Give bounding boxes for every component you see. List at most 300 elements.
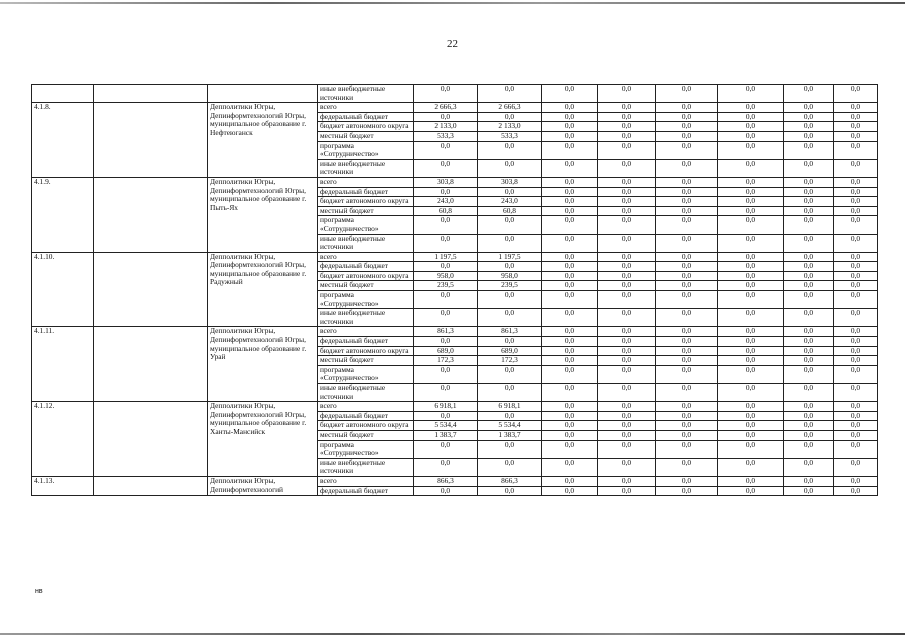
funding-row-value: 0,0	[598, 309, 656, 327]
funding-row-source: федеральный бюджет	[318, 337, 414, 347]
item-name-cell	[94, 476, 208, 495]
funding-row-value: 0,0	[718, 281, 784, 291]
funding-row-source: бюджет автономного округа	[318, 271, 414, 281]
funding-row-value: 1 383,7	[478, 430, 542, 440]
continuation-row-value: 0,0	[718, 85, 784, 103]
funding-row-value: 0,0	[784, 103, 834, 113]
funding-row-source: бюджет автономного округа	[318, 421, 414, 431]
funding-row-source: местный бюджет	[318, 430, 414, 440]
funding-row-value: 0,0	[656, 216, 718, 234]
item-executor: Депполитики Югры, Депинформтехнологий Югры, муниципальное образование г. Радужный	[208, 252, 318, 327]
funding-row-value: 0,0	[414, 234, 478, 252]
funding-row-source: всего	[318, 252, 414, 262]
page-number: 22	[447, 38, 458, 50]
funding-row-value: 0,0	[834, 159, 878, 177]
funding-row-value: 0,0	[784, 411, 834, 421]
funding-row-value: 0,0	[542, 430, 598, 440]
funding-row-value: 0,0	[718, 327, 784, 337]
funding-row-value: 0,0	[656, 384, 718, 402]
funding-row-value: 0,0	[784, 356, 834, 366]
funding-row-value: 0,0	[414, 440, 478, 458]
funding-row-value: 0,0	[414, 159, 478, 177]
funding-row-source: бюджет автономного округа	[318, 346, 414, 356]
funding-row-source: местный бюджет	[318, 356, 414, 366]
funding-row-value: 0,0	[656, 122, 718, 132]
funding-row-value: 0,0	[598, 402, 656, 412]
funding-row-value: 0,0	[834, 271, 878, 281]
funding-row-value: 1 383,7	[414, 430, 478, 440]
funding-row-value: 0,0	[718, 103, 784, 113]
funding-row-value: 0,0	[784, 309, 834, 327]
funding-row-value: 0,0	[478, 291, 542, 309]
funding-row-value: 0,0	[542, 384, 598, 402]
funding-row-value: 958,0	[414, 271, 478, 281]
funding-row-value: 0,0	[598, 365, 656, 383]
funding-row-value: 0,0	[784, 281, 834, 291]
funding-row-source: иные внебюджетные источники	[318, 458, 414, 476]
funding-row-value: 0,0	[718, 234, 784, 252]
funding-row-value: 239,5	[414, 281, 478, 291]
continuation-row-value: 0,0	[414, 85, 478, 103]
funding-row-value: 0,0	[784, 216, 834, 234]
funding-row-value: 0,0	[656, 356, 718, 366]
funding-row-value: 0,0	[718, 309, 784, 327]
funding-row-value: 0,0	[784, 291, 834, 309]
funding-row-value: 0,0	[718, 216, 784, 234]
funding-row-value: 0,0	[784, 141, 834, 159]
funding-row-value: 0,0	[718, 411, 784, 421]
funding-row-value: 243,0	[478, 197, 542, 207]
funding-row-value: 0,0	[598, 421, 656, 431]
funding-row-value: 0,0	[718, 458, 784, 476]
funding-row-source: бюджет автономного округа	[318, 197, 414, 207]
funding-row-value: 0,0	[834, 252, 878, 262]
funding-row-value: 0,0	[598, 159, 656, 177]
continuation-row-value: 0,0	[656, 85, 718, 103]
funding-row-value: 0,0	[784, 421, 834, 431]
funding-row-source: программа «Сотрудничество»	[318, 291, 414, 309]
item-name-cell	[94, 327, 208, 402]
funding-row-value: 0,0	[598, 337, 656, 347]
funding-row-source: местный бюджет	[318, 281, 414, 291]
continuation-row-value: 0,0	[598, 85, 656, 103]
funding-row-value: 2 133,0	[478, 122, 542, 132]
funding-row-value: 0,0	[834, 440, 878, 458]
continuation-row-value: 0,0	[784, 85, 834, 103]
funding-row-value: 0,0	[478, 216, 542, 234]
funding-row-value: 0,0	[656, 206, 718, 216]
funding-row-value: 861,3	[414, 327, 478, 337]
funding-row-value: 0,0	[598, 103, 656, 113]
funding-row-source: всего	[318, 177, 414, 187]
funding-row-value: 0,0	[656, 262, 718, 272]
funding-row-value: 0,0	[834, 476, 878, 486]
funding-row-source: всего	[318, 402, 414, 412]
funding-row-value: 0,0	[656, 281, 718, 291]
continuation-row-value: 0,0	[834, 85, 878, 103]
funding-row-value: 0,0	[542, 159, 598, 177]
funding-row-value: 0,0	[718, 177, 784, 187]
funding-row-value: 689,0	[478, 346, 542, 356]
funding-row-value: 0,0	[784, 131, 834, 141]
funding-row-value: 0,0	[718, 262, 784, 272]
funding-row-source: федеральный бюджет	[318, 262, 414, 272]
continuation-row-source: иные внебюджетные источники	[318, 85, 414, 103]
funding-row-value: 0,0	[718, 197, 784, 207]
funding-row-source: программа «Сотрудничество»	[318, 365, 414, 383]
funding-row-value: 0,0	[834, 327, 878, 337]
funding-row-value: 0,0	[542, 177, 598, 187]
funding-row-source: местный бюджет	[318, 131, 414, 141]
funding-row-value: 0,0	[718, 365, 784, 383]
item-name-cell	[94, 103, 208, 178]
funding-row-value: 0,0	[784, 337, 834, 347]
item-code: 4.1.12.	[32, 402, 94, 477]
funding-row-source: федеральный бюджет	[318, 486, 414, 496]
funding-row-value: 0,0	[834, 458, 878, 476]
funding-row-value: 0,0	[478, 384, 542, 402]
funding-row-value: 172,3	[478, 356, 542, 366]
funding-row-value: 0,0	[542, 421, 598, 431]
item-name-cell	[94, 402, 208, 477]
funding-row-value: 303,8	[414, 177, 478, 187]
funding-row-value: 0,0	[542, 281, 598, 291]
funding-row-value: 0,0	[784, 402, 834, 412]
funding-row-value: 0,0	[656, 402, 718, 412]
funding-row-value: 0,0	[834, 131, 878, 141]
item-executor: Депполитики Югры, Депинформтехнологий	[208, 476, 318, 495]
funding-row-value: 0,0	[414, 411, 478, 421]
item-code: 4.1.13.	[32, 476, 94, 495]
funding-row-value: 0,0	[598, 327, 656, 337]
funding-row-value: 0,0	[656, 252, 718, 262]
scan-edge-bottom	[0, 633, 905, 635]
funding-row-value: 0,0	[598, 430, 656, 440]
funding-row-value: 0,0	[656, 159, 718, 177]
funding-row-value: 0,0	[834, 356, 878, 366]
funding-row-value: 0,0	[656, 365, 718, 383]
funding-row-value: 0,0	[598, 291, 656, 309]
empty-executor-cell	[208, 85, 318, 103]
funding-row-value: 0,0	[478, 486, 542, 496]
funding-row-value: 0,0	[834, 197, 878, 207]
funding-row-value: 0,0	[784, 234, 834, 252]
funding-row-value: 1 197,5	[478, 252, 542, 262]
funding-row-value: 0,0	[834, 262, 878, 272]
funding-row-value: 0,0	[598, 187, 656, 197]
funding-row-value: 0,0	[414, 458, 478, 476]
funding-row-value: 172,3	[414, 356, 478, 366]
funding-row-value: 0,0	[414, 309, 478, 327]
funding-row-value: 0,0	[542, 262, 598, 272]
funding-row-value: 0,0	[834, 384, 878, 402]
funding-row-value: 0,0	[834, 486, 878, 496]
footer-code: нв	[35, 588, 43, 595]
table-row	[32, 327, 878, 337]
funding-row-value: 0,0	[784, 271, 834, 281]
funding-row-value: 0,0	[834, 421, 878, 431]
funding-row-value: 0,0	[542, 271, 598, 281]
funding-row-value: 60,8	[478, 206, 542, 216]
funding-row-value: 0,0	[656, 458, 718, 476]
funding-row-value: 0,0	[784, 458, 834, 476]
funding-row-value: 0,0	[542, 252, 598, 262]
table-row	[32, 85, 878, 103]
funding-row-value: 0,0	[784, 365, 834, 383]
funding-row-value: 2 666,3	[414, 103, 478, 113]
funding-row-value: 0,0	[834, 177, 878, 187]
funding-row-value: 0,0	[598, 177, 656, 187]
funding-row-value: 0,0	[718, 206, 784, 216]
table-row	[32, 476, 878, 486]
funding-row-value: 0,0	[656, 327, 718, 337]
funding-row-value: 0,0	[598, 281, 656, 291]
funding-row-value: 0,0	[414, 384, 478, 402]
funding-row-value: 0,0	[656, 234, 718, 252]
funding-row-value: 5 534,4	[414, 421, 478, 431]
funding-row-value: 0,0	[542, 291, 598, 309]
funding-row-value: 0,0	[718, 476, 784, 486]
funding-row-source: федеральный бюджет	[318, 411, 414, 421]
item-code: 4.1.9.	[32, 177, 94, 252]
funding-row-value: 0,0	[542, 458, 598, 476]
funding-row-value: 0,0	[598, 476, 656, 486]
funding-row-value: 0,0	[414, 486, 478, 496]
funding-row-value: 0,0	[718, 112, 784, 122]
funding-row-value: 0,0	[598, 486, 656, 496]
funding-row-value: 0,0	[784, 262, 834, 272]
funding-row-value: 0,0	[718, 291, 784, 309]
funding-row-value: 0,0	[718, 159, 784, 177]
funding-row-value: 0,0	[784, 440, 834, 458]
funding-row-value: 0,0	[784, 476, 834, 486]
funding-row-value: 958,0	[478, 271, 542, 281]
funding-row-value: 0,0	[598, 197, 656, 207]
funding-row-value: 0,0	[784, 430, 834, 440]
funding-row-source: программа «Сотрудничество»	[318, 216, 414, 234]
funding-row-value: 0,0	[542, 197, 598, 207]
funding-row-value: 0,0	[598, 206, 656, 216]
funding-row-value: 0,0	[414, 141, 478, 159]
funding-row-value: 0,0	[834, 122, 878, 132]
funding-row-value: 2 666,3	[478, 103, 542, 113]
funding-row-value: 0,0	[478, 309, 542, 327]
funding-row-value: 0,0	[542, 476, 598, 486]
funding-row-value: 0,0	[784, 112, 834, 122]
funding-row-source: бюджет автономного округа	[318, 122, 414, 132]
funding-row-value: 0,0	[542, 206, 598, 216]
item-name-cell	[94, 177, 208, 252]
funding-row-source: иные внебюджетные источники	[318, 234, 414, 252]
funding-row-value: 0,0	[834, 402, 878, 412]
funding-row-value: 0,0	[656, 476, 718, 486]
table-row	[32, 252, 878, 262]
funding-row-value: 0,0	[834, 112, 878, 122]
budget-table-body	[32, 85, 878, 496]
funding-row-value: 0,0	[478, 159, 542, 177]
funding-row-value: 0,0	[478, 411, 542, 421]
funding-row-value: 0,0	[414, 337, 478, 347]
funding-row-value: 0,0	[542, 486, 598, 496]
funding-row-value: 533,3	[414, 131, 478, 141]
funding-row-source: всего	[318, 103, 414, 113]
funding-row-value: 0,0	[542, 346, 598, 356]
funding-row-value: 0,0	[784, 252, 834, 262]
item-executor: Депполитики Югры, Депинформтехнологий Югры, муниципальное образование г. Пыть-Ях	[208, 177, 318, 252]
funding-row-value: 0,0	[784, 206, 834, 216]
funding-row-value: 0,0	[834, 309, 878, 327]
funding-row-value: 0,0	[598, 411, 656, 421]
funding-row-value: 1 197,5	[414, 252, 478, 262]
item-executor: Депполитики Югры, Депинформтехнологий Югры, муниципальное образование г. Ханты-Мансийск	[208, 402, 318, 477]
funding-row-value: 0,0	[784, 159, 834, 177]
empty-code-cell	[32, 85, 94, 103]
funding-row-value: 0,0	[718, 141, 784, 159]
funding-row-value: 0,0	[656, 112, 718, 122]
funding-row-value: 0,0	[542, 187, 598, 197]
funding-row-value: 0,0	[834, 337, 878, 347]
funding-row-value: 0,0	[542, 234, 598, 252]
funding-row-value: 0,0	[834, 291, 878, 309]
funding-row-value: 0,0	[542, 411, 598, 421]
funding-row-value: 0,0	[542, 365, 598, 383]
funding-row-value: 0,0	[784, 187, 834, 197]
funding-row-value: 0,0	[542, 327, 598, 337]
funding-row-value: 0,0	[542, 356, 598, 366]
funding-row-value: 0,0	[834, 216, 878, 234]
funding-row-value: 0,0	[542, 131, 598, 141]
funding-row-value: 0,0	[414, 262, 478, 272]
funding-row-value: 0,0	[478, 365, 542, 383]
funding-row-value: 0,0	[656, 103, 718, 113]
funding-row-source: всего	[318, 327, 414, 337]
funding-row-value: 0,0	[656, 421, 718, 431]
funding-row-value: 0,0	[414, 187, 478, 197]
funding-row-value: 0,0	[718, 337, 784, 347]
funding-row-value: 861,3	[478, 327, 542, 337]
funding-row-value: 689,0	[414, 346, 478, 356]
funding-row-value: 0,0	[478, 337, 542, 347]
item-code: 4.1.11.	[32, 327, 94, 402]
funding-row-value: 0,0	[656, 291, 718, 309]
funding-row-source: федеральный бюджет	[318, 112, 414, 122]
funding-row-value: 0,0	[598, 112, 656, 122]
funding-row-value: 0,0	[718, 271, 784, 281]
funding-row-value: 0,0	[598, 271, 656, 281]
funding-row-value: 6 918,1	[414, 402, 478, 412]
funding-row-value: 239,5	[478, 281, 542, 291]
funding-row-value: 0,0	[414, 365, 478, 383]
empty-name-cell	[94, 85, 208, 103]
funding-row-value: 0,0	[598, 356, 656, 366]
funding-row-value: 0,0	[718, 440, 784, 458]
funding-row-value: 0,0	[834, 141, 878, 159]
funding-row-value: 0,0	[834, 206, 878, 216]
funding-row-source: местный бюджет	[318, 206, 414, 216]
funding-row-value: 0,0	[478, 112, 542, 122]
funding-row-value: 0,0	[784, 197, 834, 207]
funding-row-value: 0,0	[718, 402, 784, 412]
funding-row-value: 0,0	[784, 486, 834, 496]
funding-row-value: 0,0	[598, 346, 656, 356]
funding-row-value: 0,0	[718, 384, 784, 402]
funding-row-value: 0,0	[834, 346, 878, 356]
funding-row-value: 0,0	[478, 458, 542, 476]
funding-row-value: 0,0	[656, 346, 718, 356]
funding-row-value: 0,0	[598, 131, 656, 141]
funding-row-value: 0,0	[656, 337, 718, 347]
funding-row-source: федеральный бюджет	[318, 187, 414, 197]
funding-row-value: 0,0	[834, 187, 878, 197]
funding-row-value: 866,3	[478, 476, 542, 486]
item-executor: Депполитики Югры, Депинформтехнологий Югры, муниципальное образование г. Нефтеюганск	[208, 103, 318, 178]
funding-row-value: 0,0	[478, 141, 542, 159]
funding-row-value: 0,0	[834, 103, 878, 113]
funding-row-value: 533,3	[478, 131, 542, 141]
funding-row-value: 0,0	[656, 309, 718, 327]
funding-row-value: 0,0	[718, 122, 784, 132]
funding-row-value: 0,0	[718, 430, 784, 440]
funding-row-value: 0,0	[718, 131, 784, 141]
funding-row-value: 0,0	[542, 112, 598, 122]
funding-row-value: 0,0	[598, 141, 656, 159]
continuation-row-value: 0,0	[478, 85, 542, 103]
funding-row-value: 0,0	[414, 291, 478, 309]
funding-row-value: 60,8	[414, 206, 478, 216]
funding-row-value: 0,0	[598, 440, 656, 458]
funding-row-value: 0,0	[656, 141, 718, 159]
funding-row-value: 0,0	[834, 234, 878, 252]
funding-row-value: 0,0	[598, 458, 656, 476]
funding-row-value: 0,0	[656, 411, 718, 421]
funding-row-value: 5 534,4	[478, 421, 542, 431]
funding-row-value: 0,0	[656, 197, 718, 207]
funding-row-value: 0,0	[656, 271, 718, 281]
funding-row-value: 0,0	[718, 252, 784, 262]
funding-row-source: программа «Сотрудничество»	[318, 440, 414, 458]
funding-row-value: 0,0	[598, 122, 656, 132]
funding-row-value: 0,0	[656, 187, 718, 197]
table-row	[32, 177, 878, 187]
funding-row-value: 0,0	[718, 187, 784, 197]
funding-row-value: 0,0	[834, 411, 878, 421]
funding-row-value: 0,0	[784, 122, 834, 132]
funding-row-value: 0,0	[656, 440, 718, 458]
table-row	[32, 103, 878, 113]
table-row	[32, 402, 878, 412]
item-code: 4.1.10.	[32, 252, 94, 327]
funding-row-value: 0,0	[414, 112, 478, 122]
funding-row-source: иные внебюджетные источники	[318, 159, 414, 177]
funding-row-value: 243,0	[414, 197, 478, 207]
continuation-row-value: 0,0	[542, 85, 598, 103]
funding-row-value: 0,0	[478, 187, 542, 197]
funding-row-source: всего	[318, 476, 414, 486]
funding-row-value: 0,0	[598, 234, 656, 252]
funding-row-source: программа «Сотрудничество»	[318, 141, 414, 159]
funding-row-value: 0,0	[542, 440, 598, 458]
funding-row-value: 0,0	[718, 421, 784, 431]
funding-row-value: 0,0	[478, 440, 542, 458]
funding-row-value: 0,0	[542, 402, 598, 412]
funding-row-value: 0,0	[834, 430, 878, 440]
funding-row-value: 0,0	[598, 216, 656, 234]
funding-row-value: 0,0	[478, 262, 542, 272]
funding-row-value: 0,0	[718, 346, 784, 356]
funding-row-value: 0,0	[542, 337, 598, 347]
funding-row-value: 0,0	[834, 365, 878, 383]
funding-row-value: 6 918,1	[478, 402, 542, 412]
